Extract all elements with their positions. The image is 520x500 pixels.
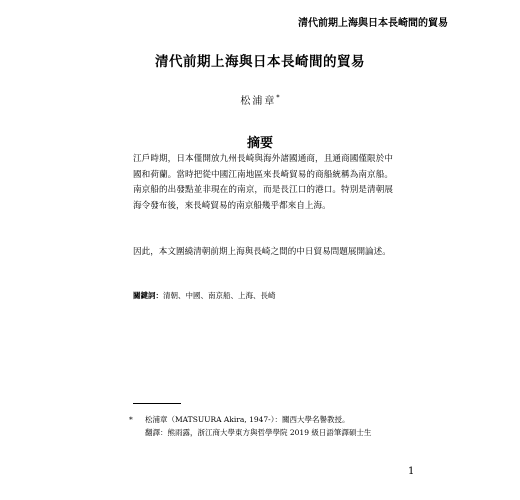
keywords-list: 清朝、中國、南京船、上海、長崎	[163, 291, 276, 300]
author-name: 松浦章	[240, 96, 277, 107]
footnote-translator-info: 翻譯：熊雨露，浙江商大學東方與哲學學院 2019 級日語筆譯碩士生	[145, 428, 372, 437]
author-line	[0, 92, 520, 107]
keywords-label: 關鍵詞：	[133, 291, 163, 300]
footnote-author-info: 松浦章（MATSUURA Akira, 1947-）：關西大學名譽教授。	[145, 415, 350, 424]
footnote-marker: *	[129, 415, 133, 424]
running-header: 清代前期上海與日本長崎間的貿易	[298, 18, 448, 29]
abstract-paragraph-1: 江戶時期，日本僅開放九州長崎與海外諸國通商，且通商國僅限於中國和荷蘭。當時把從中國江南地區來長崎貿易的商船統稱為南京船。南京船的出發點並非現在的南京，而是長江口的港口。特別是清朝展海令發布後，來長崎貿易的南京船幾乎都來自上海。	[133, 154, 393, 211]
author-footnote-marker: *	[276, 94, 280, 102]
footnote	[129, 413, 403, 439]
paper-title: 清代前期上海與日本長崎間的貿易	[155, 54, 365, 70]
page-number: 1	[408, 466, 415, 477]
footnote-divider	[133, 403, 181, 404]
abstract-heading: 摘要	[246, 136, 273, 151]
keywords	[133, 290, 276, 301]
abstract-paragraph-2: 因此，本文圍繞清朝前期上海與長崎之間的中日貿易問題展開論述。	[133, 247, 391, 257]
